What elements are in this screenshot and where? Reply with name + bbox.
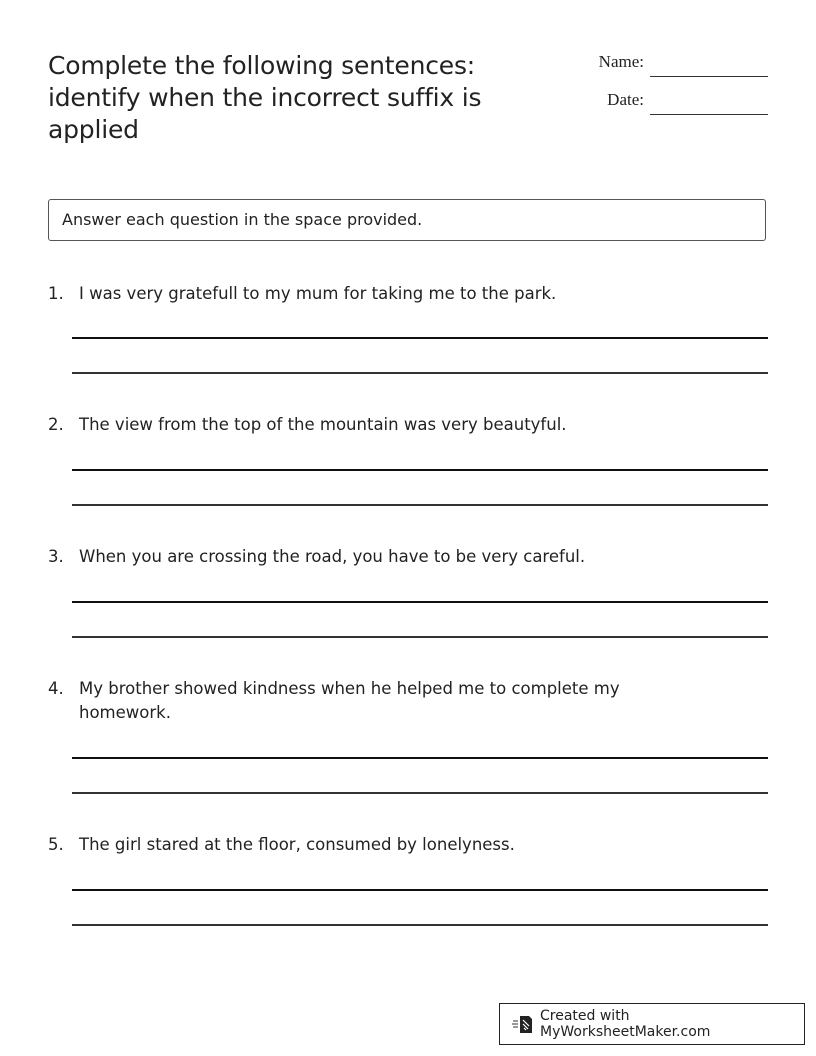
question-number: 5. [48, 835, 64, 854]
answer-line[interactable] [72, 889, 768, 891]
footer-credit-text[interactable]: Created with MyWorksheetMaker.com [540, 1008, 711, 1040]
worksheet-title: Complete the following sentences: identify when the incorrect suffix is applied [48, 51, 482, 144]
question-text: When you are crossing the road, you have to be very careful. [79, 547, 586, 566]
question-number: 1. [48, 284, 64, 303]
answer-line[interactable] [72, 504, 768, 506]
name-field[interactable] [580, 52, 770, 78]
answer-line[interactable] [72, 924, 768, 926]
worksheet-maker-logo-icon [512, 1013, 534, 1035]
answer-line[interactable] [72, 469, 768, 471]
question-number: 2. [48, 415, 64, 434]
name-label: Name: [598, 52, 644, 71]
question-number: 4. [48, 679, 64, 698]
question-text: The girl stared at the floor, consumed by lonelyness. [79, 835, 515, 854]
answer-line[interactable] [72, 636, 768, 638]
date-blank-line[interactable] [650, 114, 768, 115]
answer-line[interactable] [72, 792, 768, 794]
answer-line[interactable] [72, 757, 768, 759]
answer-line[interactable] [72, 601, 768, 603]
date-field[interactable] [580, 90, 770, 116]
question-text: My brother showed kindness when he helped me to complete my homework. [79, 679, 620, 722]
name-blank-line[interactable] [650, 76, 768, 77]
question-text: The view from the top of the mountain was very beautyful. [79, 415, 567, 434]
answer-line[interactable] [72, 337, 768, 339]
footer-credit-badge[interactable] [499, 1003, 805, 1045]
answer-line[interactable] [72, 372, 768, 374]
date-label: Date: [607, 90, 644, 109]
question-text: I was very gratefull to my mum for taking me to the park. [79, 284, 557, 303]
question-number: 3. [48, 547, 64, 566]
instructions-box: Answer each question in the space provided. [48, 199, 766, 241]
